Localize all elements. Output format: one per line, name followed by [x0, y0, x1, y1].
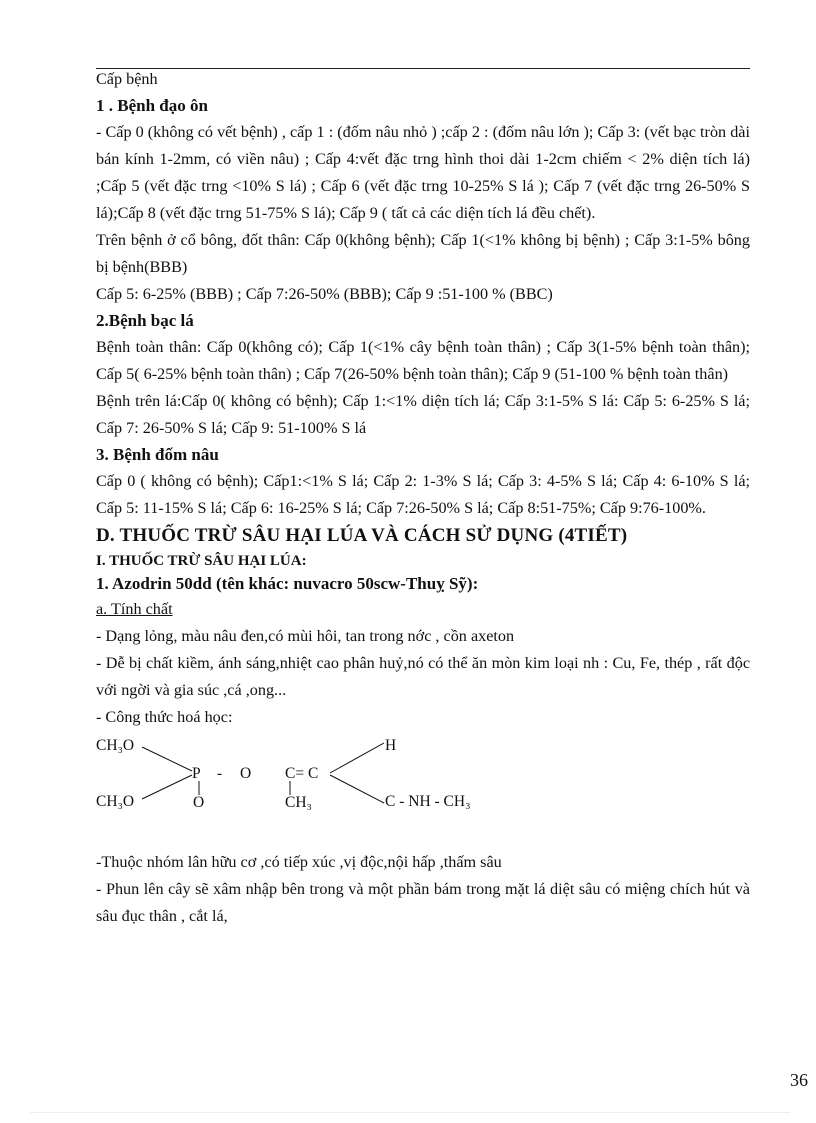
page-content [96, 66, 750, 930]
formula-ch3o-bottom: CH₃O [96, 793, 135, 810]
footer-rule [30, 1112, 790, 1113]
section-d-title: D. THUỐC TRỪ SÂU HẠI LÚA VÀ CÁCH SỬ DỤNG (4TIẾT) [96, 525, 628, 546]
formula-oxygen-bottom: O [193, 794, 205, 811]
paragraph: Bệnh trên lá:Cấp 0( không có bệnh); Cấp 1:<1% diện tích lá; Cấp 3:1-5% S lá: Cấp 5: 6-25% S lá; Cấp 7: 26-50% S lá; Cấp 9: 51-100% S lá [96, 392, 750, 437]
formula-phosphorus: P [192, 765, 201, 782]
paragraph: Trên bệnh ở cổ bông, đốt thân: Cấp 0(không bệnh); Cấp 1(<1% không bị bệnh) ; Cấp 3:1-5% bông bị bệnh(BBB) [96, 231, 750, 276]
paragraph: Bệnh toàn thân: Cấp 0(không có); Cấp 1(<1% cây bệnh toàn thân) ; Cấp 3(1-5% bệnh toàn thân); Cấp 5( 6-25% bệnh toàn thân) ; Cấp 7(26-50% bệnh toàn thân); Cấp 9 (51-100 % bệnh toàn thân) [96, 338, 750, 383]
bullet: - Dạng lỏng, màu nâu đen,có mùi hôi, tan trong nớc , cồn axeton [96, 627, 515, 645]
formula-ch3-bottom: CH₃ [285, 794, 312, 811]
subheading-properties: a. Tính chất [96, 600, 173, 618]
paragraph: Cấp 0 ( không có bệnh); Cấp1:<1% S lá; Cấp 2: 1-3% S lá; Cấp 3: 4-5% S lá; Cấp 4: 6-10% S lá; Cấp 5: 11-15% S lá; Cấp 6: 16-25% S lá; Cấp 7:26-50% S lá; Cấp 8:51-75%; Cấp 9:76-100%. [96, 472, 750, 517]
section-title-bac-la: 2.Bệnh bạc lá [96, 311, 194, 330]
product-title: 1. Azodrin 50dd (tên khác: nuvacro 50scw-Thuỵ Sỹ): [96, 574, 479, 593]
header-text: Cấp bệnh [96, 70, 158, 88]
section-title-dom-nau: 3. Bệnh đốm nâu [96, 445, 219, 464]
bullet: -Thuộc nhóm lân hữu cơ ,có tiếp xúc ,vị độc,nội hấp ,thấm sâu [96, 853, 502, 871]
formula-dash: - [217, 765, 223, 782]
section-title-dao-on: 1 . Bệnh đạo ôn [96, 96, 208, 115]
formula-oxygen-mid: O [240, 765, 252, 782]
formula-hydrogen: H [385, 737, 397, 754]
subsection-title: I. THUỐC TRỪ SÂU HẠI LÚA: [96, 553, 307, 569]
formula-c-nh-ch3: C - NH - CH₃ [385, 793, 471, 810]
paragraph: - Cấp 0 (không có vết bệnh) , cấp 1 : (đốm nâu nhỏ ) ;cấp 2 : (đốm nâu lớn ); Cấp 3: (vết bạc tròn dài bán kính 1-2mm, có viền nâu) ; Cấp 4:vết đặc trng hình thoi dài 1-2cm chiếm < 2% diện tích lá) ;Cấp 5 (vết đặc trng <10% S lá) ; Cấp 6 (vết đặc trng 10-25% S lá ); Cấp 7 (vết đặc trng 26-50% S lá);Cấp 8 (vết đặc trng 51-75% S lá); Cấp 9 ( tất cả các diện tích lá đều chết). [96, 123, 750, 222]
bullet: - Dễ bị chất kiềm, ánh sáng,nhiệt cao phân huỷ,nó có thể ăn mòn kim loại nh : Cu, Fe, thép , rất độc với ngời và gia súc ,cá ,ong... [96, 654, 750, 699]
formula-ch3o-top: CH₃O [96, 737, 135, 754]
bullet: - Công thức hoá học: [96, 708, 233, 726]
bullet: - Phun lên cây sẽ xâm nhập bên trong và một phần bám trong mặt lá diệt sâu có miệng chích hút và sâu đục thân , cắt lá, [96, 880, 750, 925]
paragraph: Cấp 5: 6-25% (BBB) ; Cấp 7:26-50% (BBB); Cấp 9 :51-100 % (BBC) [96, 285, 553, 303]
chemical-formula [96, 733, 750, 825]
formula-c-double-c: C= C [285, 765, 319, 782]
page-number: 36 [790, 1070, 808, 1090]
